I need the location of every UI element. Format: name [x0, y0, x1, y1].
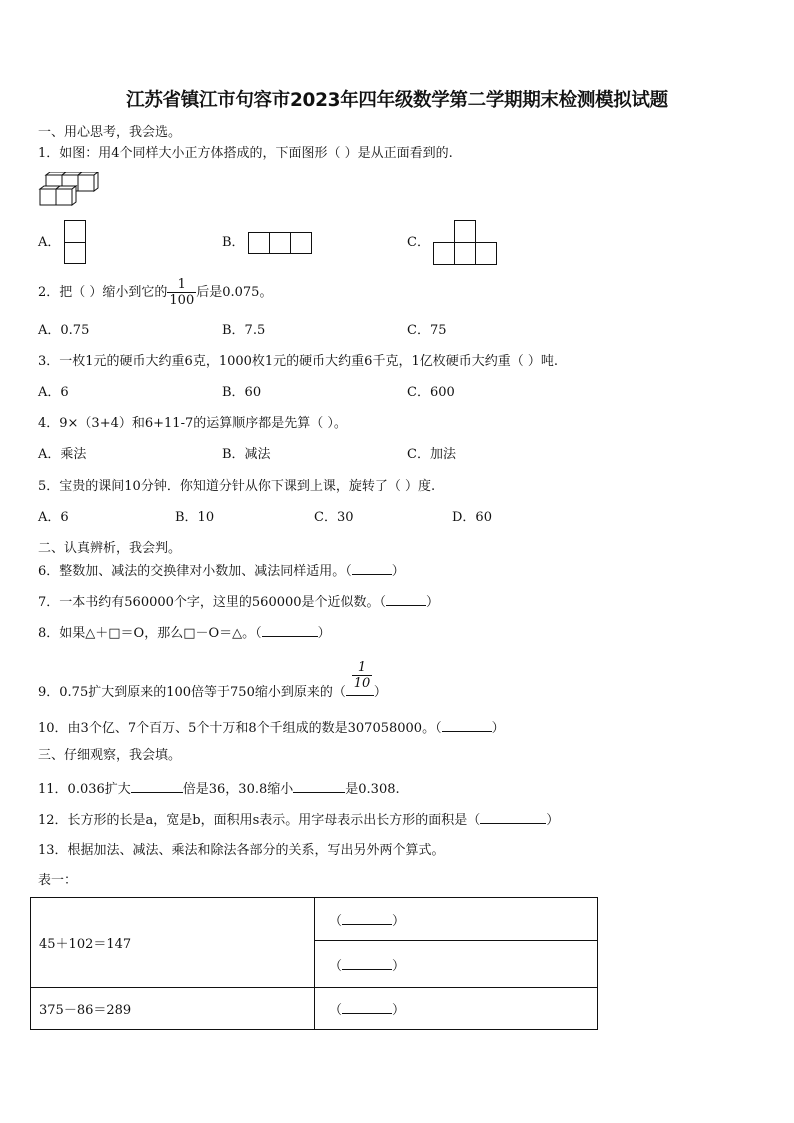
- q5-option-b: B．10: [175, 510, 215, 525]
- question-6: [38, 562, 405, 580]
- section-heading-judge: 二、认真辨析，我会判。: [38, 541, 182, 556]
- paren-open: （: [332, 685, 346, 700]
- square: [248, 232, 270, 254]
- answer-blank[interactable]: [342, 912, 392, 925]
- fraction-denominator: 10: [353, 676, 371, 691]
- table-cell-answer: [315, 988, 598, 1030]
- question-1-text: 1．如图：用4个同样大小正方体搭成的，下面图形（ ）是从正面看到的.: [38, 146, 453, 161]
- question-11: [38, 780, 400, 798]
- question-12-text: 12．长方形的长是a，宽是b，面积用s表示。用字母表示出长方形的面积是（: [38, 813, 481, 828]
- answer-blank[interactable]: [342, 957, 392, 970]
- question-5-text: 5．宝贵的课间10分钟．你知道分针从你下课到上课，旋转了（ ）度.: [38, 479, 436, 494]
- paren-close: ）: [392, 1003, 406, 1018]
- question-9: [38, 683, 387, 701]
- fraction-one-tenth: [352, 660, 372, 691]
- q2-option-c: C．75: [407, 323, 447, 338]
- paren-open: （: [329, 958, 343, 974]
- section-heading-fill: 三、仔细观察，我会填。: [38, 748, 182, 763]
- answer-blank[interactable]: [480, 811, 546, 824]
- question-8: [38, 624, 331, 642]
- paren-close: ）: [391, 564, 405, 579]
- q4-option-c: C．加法: [407, 447, 456, 462]
- answer-blank[interactable]: [293, 780, 345, 793]
- table-cell-answer: [315, 941, 598, 988]
- q5-option-c: C．30: [314, 510, 354, 525]
- question-12: [38, 811, 559, 829]
- square: [64, 220, 86, 243]
- cube-figure: [38, 172, 104, 206]
- square: [64, 242, 86, 264]
- page-title: 江苏省镇江市句容市2023年四年级数学第二学期期末检测模拟试题: [126, 90, 668, 111]
- cube-figure-drawing: [38, 172, 104, 206]
- paren-close: ）: [491, 721, 505, 736]
- table-row: [31, 898, 598, 941]
- q4-option-a: A．乘法: [38, 447, 87, 462]
- table-cell-answer: [315, 898, 598, 941]
- square: [475, 242, 497, 265]
- question-2: [38, 274, 272, 312]
- question-3-text: 3．一枚1元的硬币大约重6克，1000枚1元的硬币大约重6千克，1亿枚硬币大约重（ ）吨.: [38, 354, 558, 369]
- question-11-part-2: 倍是36，30.8缩小: [182, 782, 294, 797]
- q1-option-b-label: B．: [222, 235, 245, 250]
- table-row: [31, 988, 598, 1030]
- question-10: [38, 719, 505, 737]
- paren-open: （: [329, 1003, 343, 1018]
- question-13-text: 13．根据加法、减法、乘法和除法各部分的关系，写出另外两个算式。: [38, 843, 445, 858]
- q5-option-a: A．6: [38, 510, 69, 525]
- paren-close: ）: [546, 813, 560, 828]
- q1-option-c-label: C．: [407, 235, 430, 250]
- question-6-text: 6．整数加、减法的交换律对小数加、减法同样适用。（: [38, 564, 352, 579]
- square: [290, 232, 312, 254]
- q3-option-b: B．60: [222, 385, 262, 400]
- q3-option-c: C．600: [407, 385, 455, 400]
- question-8-text: 8．如果△＋□＝O，那么□－O＝△。（: [38, 626, 262, 641]
- table-cell-equation: 375－86＝289: [31, 988, 315, 1030]
- section-heading-choice: 一、用心思考，我会选。: [38, 125, 182, 140]
- q1-option-b-shape: [248, 232, 312, 254]
- answer-blank[interactable]: [262, 624, 318, 637]
- question-11-part-1: 11．0.036扩大: [38, 782, 131, 797]
- paren-close: ）: [392, 958, 406, 974]
- q4-option-b: B．减法: [222, 447, 271, 462]
- paren-close: ）: [317, 626, 331, 641]
- paren-close: ）: [373, 685, 387, 700]
- q2-option-a: A．0.75: [38, 323, 90, 338]
- question-4-text: 4．9×（3+4）和6+11-7的运算顺序都是先算（ ）。: [38, 416, 347, 431]
- question-7-text: 7．一本书约有560000个字，这里的560000是个近似数。（: [38, 595, 387, 610]
- q5-option-d: D．60: [452, 510, 492, 525]
- q2-option-b: B．7.5: [222, 323, 266, 338]
- fraction-numerator: 1: [352, 660, 372, 676]
- q3-option-a: A．6: [38, 385, 69, 400]
- question-7: [38, 593, 439, 611]
- q1-option-c-shape: [433, 220, 497, 265]
- fraction-one-hundredth: [167, 277, 196, 308]
- fraction-denominator: 100: [169, 293, 195, 308]
- question-9-text: 9．0.75扩大到原来的100倍等于750缩小到原来的: [38, 685, 333, 700]
- answer-blank[interactable]: [352, 562, 392, 575]
- table-cell-equation: 45＋102＝147: [31, 898, 315, 988]
- question-11-part-3: 是0.308.: [345, 782, 400, 797]
- paren-close: ）: [426, 595, 440, 610]
- question-2-text-before: 2．把（ ）缩小到它的: [38, 285, 168, 300]
- answer-blank[interactable]: [342, 1001, 392, 1014]
- question-2-text-after: 后是0.075。: [196, 285, 273, 300]
- square: [433, 242, 455, 265]
- table-label: 表一：: [38, 873, 78, 888]
- answer-blank[interactable]: [386, 593, 426, 606]
- answer-blank[interactable]: [131, 780, 183, 793]
- equation-table: [30, 897, 598, 1030]
- square: [454, 220, 476, 243]
- square: [269, 232, 291, 254]
- paren-open: （: [329, 913, 343, 929]
- question-10-text: 10．由3个亿、7个百万、5个十万和8个千组成的数是307058000。（: [38, 721, 442, 736]
- paren-close: ）: [392, 913, 406, 929]
- fraction-numerator: 1: [167, 277, 196, 293]
- q1-option-a-label: A．: [38, 235, 61, 250]
- q1-option-a-shape: [64, 220, 86, 264]
- square: [454, 242, 476, 265]
- answer-blank[interactable]: [442, 719, 492, 732]
